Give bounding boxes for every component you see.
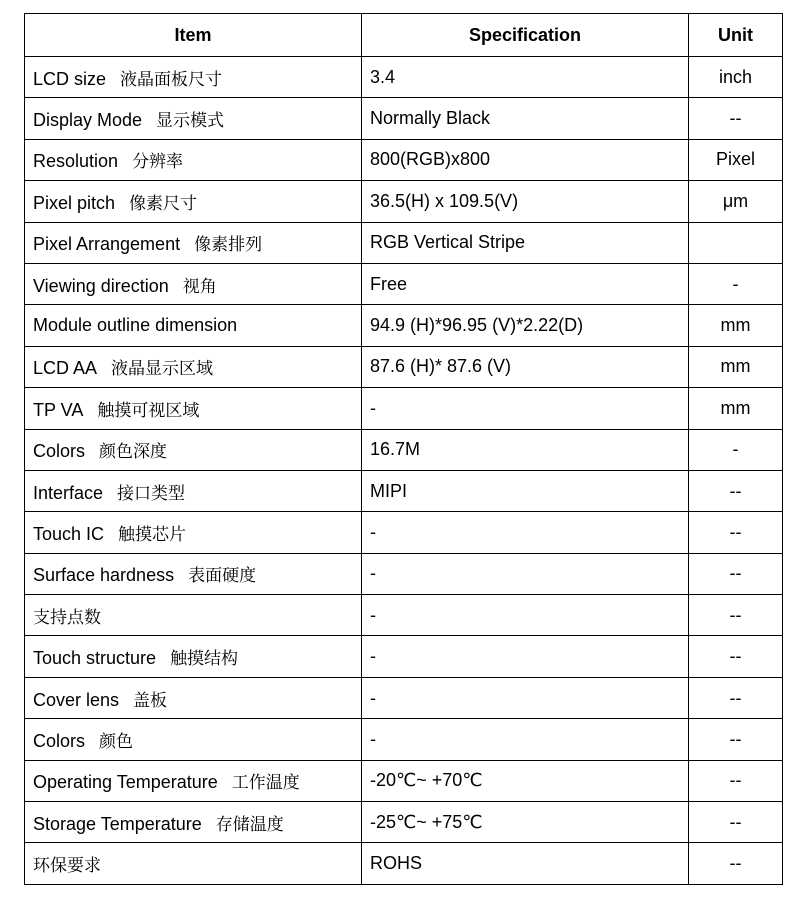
unit-cell: Pixel bbox=[689, 139, 783, 180]
unit-cell: -- bbox=[689, 512, 783, 553]
unit-cell: -- bbox=[689, 677, 783, 718]
table-row bbox=[25, 843, 783, 884]
item-cell bbox=[25, 139, 362, 180]
table-row bbox=[25, 553, 783, 594]
table-row bbox=[25, 802, 783, 843]
table-row bbox=[25, 98, 783, 139]
item-cell bbox=[25, 263, 362, 304]
table-row bbox=[25, 139, 783, 180]
unit-cell: inch bbox=[689, 57, 783, 98]
item-cell bbox=[25, 760, 362, 801]
item-label-zh: 触摸芯片 bbox=[118, 524, 187, 545]
item-label-zh: 颜色 bbox=[99, 731, 134, 752]
item-cell bbox=[25, 429, 362, 470]
spec-table bbox=[24, 13, 783, 885]
header-specification: Specification bbox=[362, 14, 689, 57]
specification-cell: RGB Vertical Stripe bbox=[362, 222, 689, 263]
table-row bbox=[25, 677, 783, 718]
item-label-zh: 分辨率 bbox=[132, 152, 184, 173]
item-label-en: Viewing direction bbox=[33, 275, 169, 296]
item-label-zh: 液晶显示区域 bbox=[111, 359, 214, 380]
item-cell bbox=[25, 181, 362, 222]
table-row bbox=[25, 595, 783, 636]
specification-cell: 94.9 (H)*96.95 (V)*2.22(D) bbox=[362, 305, 689, 346]
specification-cell: Normally Black bbox=[362, 98, 689, 139]
item-label-en: Display Mode bbox=[33, 110, 143, 131]
item-cell bbox=[25, 636, 362, 677]
item-label-zh: 像素排列 bbox=[194, 235, 263, 256]
specification-cell: 36.5(H) x 109.5(V) bbox=[362, 181, 689, 222]
item-cell bbox=[25, 595, 362, 636]
item-cell bbox=[25, 388, 362, 429]
specification-cell: - bbox=[362, 677, 689, 718]
table-row bbox=[25, 346, 783, 387]
item-label-en: Colors bbox=[33, 730, 86, 751]
item-label-zh: 盖板 bbox=[133, 690, 168, 711]
header-unit: Unit bbox=[689, 14, 783, 57]
item-label-en: Module outline dimension bbox=[33, 315, 238, 336]
specification-cell: 16.7M bbox=[362, 429, 689, 470]
header-item: Item bbox=[25, 14, 362, 57]
unit-cell: - bbox=[689, 429, 783, 470]
table-row bbox=[25, 429, 783, 470]
unit-cell: - bbox=[689, 263, 783, 304]
table-row bbox=[25, 760, 783, 801]
unit-cell: -- bbox=[689, 595, 783, 636]
unit-cell: -- bbox=[689, 636, 783, 677]
unit-cell: -- bbox=[689, 98, 783, 139]
table-row bbox=[25, 305, 783, 346]
table-row bbox=[25, 512, 783, 553]
unit-cell: mm bbox=[689, 388, 783, 429]
table-row bbox=[25, 57, 783, 98]
item-cell bbox=[25, 346, 362, 387]
item-label-en: Interface bbox=[33, 482, 104, 503]
table-row bbox=[25, 388, 783, 429]
item-label-en: Pixel pitch bbox=[33, 192, 116, 213]
item-label-zh: 像素尺寸 bbox=[129, 193, 198, 214]
unit-cell: -- bbox=[689, 760, 783, 801]
specification-cell: -25℃~ +75℃ bbox=[362, 802, 689, 843]
item-label-zh: 颜色深度 bbox=[99, 442, 168, 463]
specification-cell: -20℃~ +70℃ bbox=[362, 760, 689, 801]
item-cell bbox=[25, 470, 362, 511]
unit-cell: mm bbox=[689, 346, 783, 387]
item-label-en: Resolution bbox=[33, 151, 119, 172]
item-cell bbox=[25, 719, 362, 760]
specification-cell: 3.4 bbox=[362, 57, 689, 98]
item-label-zh: 接口类型 bbox=[117, 483, 186, 504]
item-cell bbox=[25, 98, 362, 139]
item-cell bbox=[25, 305, 362, 346]
table-row bbox=[25, 719, 783, 760]
item-label-en: Colors bbox=[33, 441, 86, 462]
unit-cell: -- bbox=[689, 843, 783, 884]
specification-cell: - bbox=[362, 553, 689, 594]
item-label-zh: 支持点数 bbox=[33, 607, 101, 628]
table-row bbox=[25, 222, 783, 263]
unit-cell bbox=[689, 222, 783, 263]
header-row bbox=[25, 14, 783, 57]
item-label-en: Pixel Arrangement bbox=[33, 234, 181, 255]
item-label-en: LCD size bbox=[33, 68, 107, 89]
item-label-en: Surface hardness bbox=[33, 565, 175, 586]
item-label-zh: 存储温度 bbox=[215, 814, 284, 835]
unit-cell: -- bbox=[689, 553, 783, 594]
item-label-zh: 液晶面板尺寸 bbox=[120, 69, 223, 90]
item-cell bbox=[25, 57, 362, 98]
table-body bbox=[25, 57, 783, 885]
item-label-en: LCD AA bbox=[33, 358, 98, 379]
unit-cell: μm bbox=[689, 181, 783, 222]
specification-cell: 87.6 (H)* 87.6 (V) bbox=[362, 346, 689, 387]
unit-cell: -- bbox=[689, 719, 783, 760]
item-label-zh: 触摸结构 bbox=[170, 649, 239, 670]
table-row bbox=[25, 636, 783, 677]
unit-cell: -- bbox=[689, 802, 783, 843]
specification-cell: - bbox=[362, 388, 689, 429]
specification-cell: 800(RGB)x800 bbox=[362, 139, 689, 180]
item-label-en: Touch IC bbox=[33, 523, 105, 544]
item-label-en: Storage Temperature bbox=[33, 813, 202, 834]
item-label-zh: 环保要求 bbox=[33, 856, 101, 877]
item-cell bbox=[25, 677, 362, 718]
specification-cell: - bbox=[362, 512, 689, 553]
item-cell bbox=[25, 512, 362, 553]
item-cell bbox=[25, 843, 362, 884]
table-row bbox=[25, 263, 783, 304]
specification-cell: - bbox=[362, 595, 689, 636]
item-cell bbox=[25, 222, 362, 263]
item-label-en: Operating Temperature bbox=[33, 772, 218, 793]
specification-cell: ROHS bbox=[362, 843, 689, 884]
item-label-en: TP VA bbox=[33, 399, 84, 420]
item-label-en: Cover lens bbox=[33, 689, 120, 710]
item-cell bbox=[25, 553, 362, 594]
specification-cell: MIPI bbox=[362, 470, 689, 511]
table-row bbox=[25, 181, 783, 222]
item-label-zh: 视角 bbox=[182, 276, 217, 297]
specification-cell: - bbox=[362, 636, 689, 677]
unit-cell: mm bbox=[689, 305, 783, 346]
specification-cell: - bbox=[362, 719, 689, 760]
item-cell bbox=[25, 802, 362, 843]
item-label-zh: 表面硬度 bbox=[188, 566, 257, 587]
item-label-zh: 触摸可视区域 bbox=[97, 400, 200, 421]
item-label-en: Touch structure bbox=[33, 648, 157, 669]
specification-cell: Free bbox=[362, 263, 689, 304]
table-row bbox=[25, 470, 783, 511]
item-label-zh: 工作温度 bbox=[231, 773, 300, 794]
unit-cell: -- bbox=[689, 470, 783, 511]
item-label-zh: 显示模式 bbox=[156, 111, 225, 132]
